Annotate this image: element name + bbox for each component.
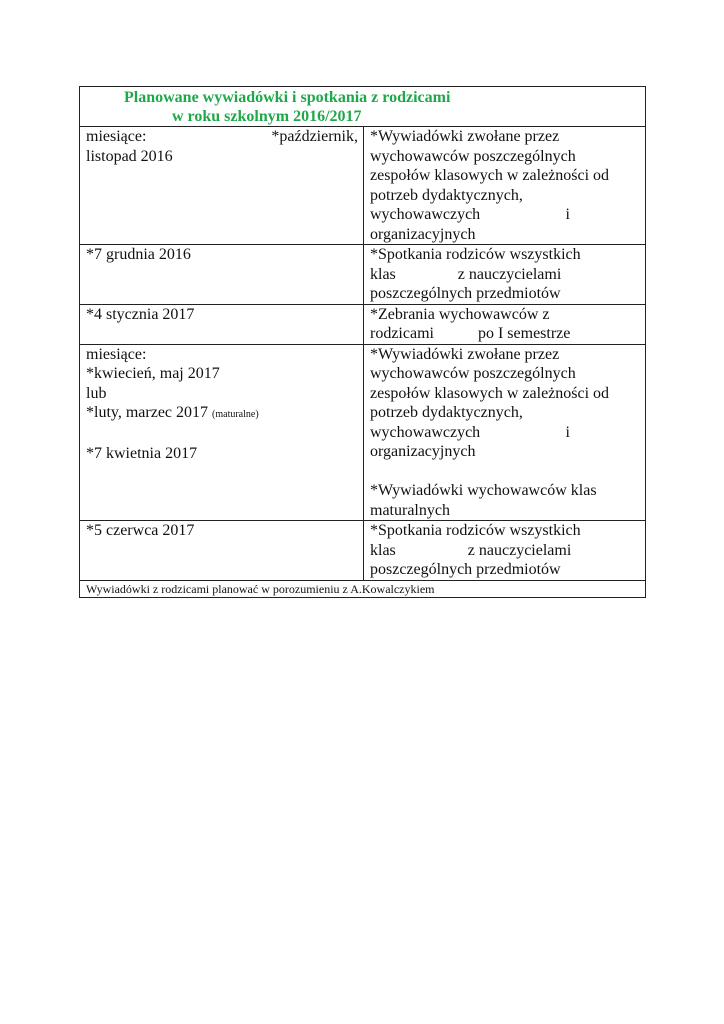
date-text: *7 kwietnia 2017 <box>86 445 198 462</box>
table-title-line-2: w roku szkolnym 2016/2017 <box>172 108 362 125</box>
description-line: *Zebrania wychowawców z <box>370 305 550 323</box>
date-text: miesiące: <box>86 345 147 363</box>
description-cell <box>364 344 646 521</box>
description-word: i <box>565 423 570 441</box>
date-text: lub <box>86 384 107 402</box>
description-word: i <box>565 206 570 223</box>
description-line: organizacyjnych <box>370 225 476 243</box>
date-cell <box>80 304 364 344</box>
description-line: *Wywiadówki wychowawców klas <box>370 482 597 499</box>
date-cell <box>80 521 364 581</box>
description-line: *Wywiadówki zwołane przez <box>370 345 560 363</box>
description-line: zespołów klasowych w zależności od <box>370 384 610 402</box>
table-row <box>80 344 646 521</box>
footer-note: Wywiadówki z rodzicami planować w porozumieniu z A.Kowalczykiem <box>80 580 646 597</box>
table-title-line-1: Planowane wywiadówki i spotkania z rodzicami <box>124 89 451 106</box>
date-text: *luty, marzec 2017 <box>86 404 209 421</box>
table-row <box>80 521 646 581</box>
table-row <box>80 245 646 305</box>
title-row <box>80 87 646 127</box>
date-text: *7 grudnia 2016 <box>86 246 191 263</box>
date-line <box>86 403 361 425</box>
description-cell <box>364 245 646 305</box>
description-line: poszczególnych przedmiotów <box>370 561 561 578</box>
description-cell <box>364 127 646 245</box>
footer-row <box>80 580 646 597</box>
description-line <box>370 205 570 225</box>
description-cell <box>364 304 646 344</box>
description-line <box>370 324 643 344</box>
description-line: *Spotkania rodziców wszystkich <box>370 246 581 263</box>
document-sheet <box>79 86 645 598</box>
description-word: po I semestrze <box>477 325 571 342</box>
description-line: wychowawców poszczególnych <box>370 365 576 382</box>
table-row <box>80 127 646 245</box>
date-text: *4 stycznia 2017 <box>86 305 195 323</box>
description-line: poszczególnych przedmiotów <box>370 285 561 302</box>
description-line <box>370 541 643 561</box>
table-row <box>80 304 646 344</box>
description-word: klas <box>370 265 396 283</box>
description-line: *Spotkania rodziców wszystkich <box>370 522 581 539</box>
date-line <box>86 127 361 147</box>
description-word: klas <box>370 541 396 559</box>
description-cell <box>364 521 646 581</box>
date-cell <box>80 245 364 305</box>
description-line <box>370 265 643 285</box>
date-note: (maturalne) <box>212 409 259 420</box>
date-cell <box>80 127 364 245</box>
meetings-table <box>79 86 646 598</box>
date-text: *październik, <box>271 128 358 145</box>
date-text: miesiące: <box>86 128 147 145</box>
description-line: organizacyjnych <box>370 443 476 460</box>
date-text: *kwiecień, maj 2017 <box>86 365 220 382</box>
description-line: maturalnych <box>370 501 450 519</box>
description-line: zespołów klasowych w zależności od <box>370 167 610 184</box>
title-cell <box>80 87 646 127</box>
spacer <box>370 462 643 482</box>
description-word: wychowawczych <box>370 423 481 441</box>
description-line: potrzeb dydaktycznych, <box>370 186 523 204</box>
spacer <box>86 425 361 445</box>
description-word: rodzicami <box>370 325 434 342</box>
description-line <box>370 423 570 443</box>
date-cell <box>80 344 364 521</box>
description-line: *Wywiadówki zwołane przez <box>370 128 560 145</box>
description-line: potrzeb dydaktycznych, <box>370 404 523 421</box>
date-text: listopad 2016 <box>86 147 173 165</box>
description-line: wychowawców poszczególnych <box>370 147 576 165</box>
description-word: z nauczycielami <box>467 541 572 559</box>
description-word: wychowawczych <box>370 206 481 223</box>
date-text: *5 czerwca 2017 <box>86 522 195 539</box>
description-word: z nauczycielami <box>457 265 562 283</box>
